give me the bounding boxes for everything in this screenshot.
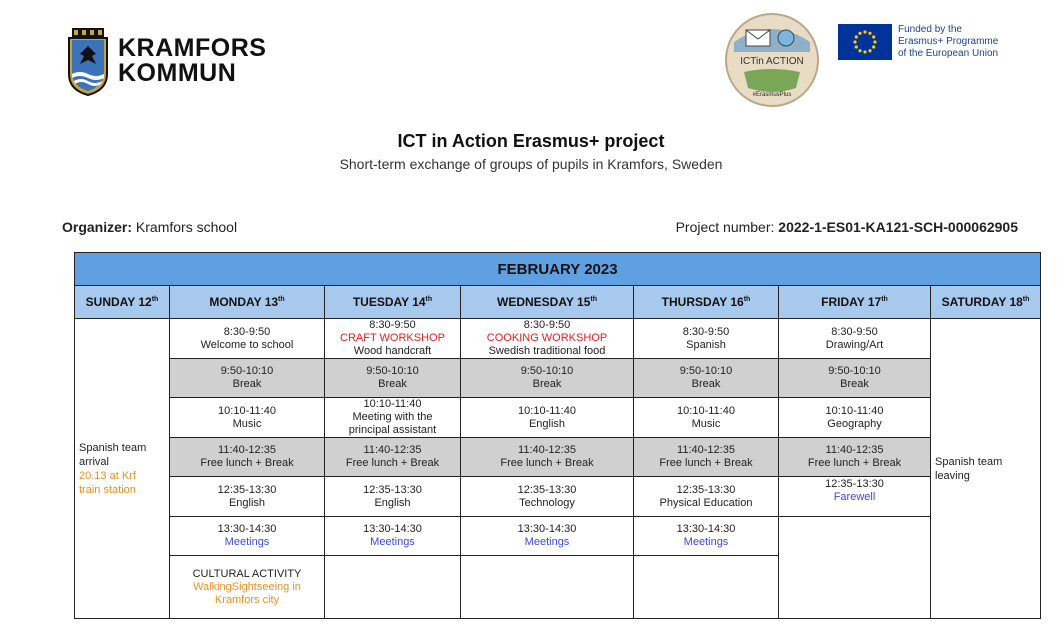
page-subtitle: Short-term exchange of groups of pupils in Kramfors, Sweden — [339, 156, 723, 172]
saturday-line2: leaving — [935, 469, 970, 482]
kramfors-logo — [66, 26, 266, 96]
slot-thu-1: 8:30-9:50 Spanish — [634, 319, 779, 359]
day-header-saturday: SATURDAY 18th — [931, 286, 1041, 319]
day-header-friday: FRIDAY 17th — [779, 286, 931, 319]
organizer-label: Organizer: — [62, 219, 133, 235]
slot-wed-2: 9:50-10:10 Break — [461, 359, 634, 398]
page-title: ICT in Action Erasmus+ project — [397, 131, 665, 151]
eu-funding-block — [838, 24, 998, 60]
day-header-tuesday: TUESDAY 14th — [325, 286, 461, 319]
slot-thu-6: 13:30-14:30 Meetings — [634, 517, 779, 556]
day-header-wednesday: WEDNESDAY 15th — [461, 286, 634, 319]
slot-thu-2: 9:50-10:10 Break — [634, 359, 779, 398]
slot-fri-1: 8:30-9:50 Drawing/Art — [779, 319, 931, 359]
schedule-table — [74, 252, 1041, 619]
slot-fri-4: 11:40-12:35 Free lunch + Break — [779, 438, 931, 477]
slot-tue-3: 10:10-11:40 Meeting with the principal assistant — [325, 398, 461, 438]
slot-thu-4: 11:40-12:35 Free lunch + Break — [634, 438, 779, 477]
slot-wed-empty — [461, 556, 634, 619]
slot-thu-5: 12:35-13:30 Physical Education — [634, 477, 779, 517]
slot-mon-4: 11:40-12:35 Free lunch + Break — [170, 438, 325, 477]
slot-mon-6: 13:30-14:30 Meetings — [170, 517, 325, 556]
project-label: Project number: — [675, 219, 775, 235]
kommun-line2: KOMMUN — [118, 59, 237, 87]
sunday-line4: train station — [79, 483, 136, 496]
slot-wed-6: 13:30-14:30 Meetings — [461, 517, 634, 556]
eu-text-line3: of the European Union — [898, 48, 999, 59]
slot-fri-empty — [779, 517, 931, 619]
eu-text-line2: Erasmus+ Programme — [898, 36, 999, 47]
slot-tue-1: 8:30-9:50 CRAFT WORKSHOP Wood handcraft — [325, 319, 461, 359]
slot-tue-5: 12:35-13:30 English — [325, 477, 461, 517]
slot-wed-4: 11:40-12:35 Free lunch + Break — [461, 438, 634, 477]
slot-fri-5: 12:35-13:30 Farewell — [779, 477, 931, 517]
eu-flag-icon — [838, 24, 892, 60]
kommun-line1: KRAMFORS — [118, 34, 267, 62]
sunday-line2: arrival — [79, 455, 109, 468]
slot-tue-2: 9:50-10:10 Break — [325, 359, 461, 398]
ict-logo-hashtag: #ErasmusPlus — [752, 92, 792, 98]
month-header: FEBRUARY 2023 — [75, 253, 1041, 286]
project-value: 2022-1-ES01-KA121-SCH-000062905 — [778, 219, 1018, 235]
slot-wed-3: 10:10-11:40 English — [461, 398, 634, 438]
eu-text-line1: Funded by the — [898, 24, 962, 35]
slot-tue-empty — [325, 556, 461, 619]
saturday-line1: Spanish team — [935, 455, 1003, 468]
slot-mon-7: CULTURAL ACTIVITY WalkingSightseeing in Kramfors city — [170, 556, 325, 619]
organizer-line — [62, 219, 237, 235]
slot-tue-6: 13:30-14:30 Meetings — [325, 517, 461, 556]
organizer-value: Kramfors school — [135, 219, 238, 235]
slot-wed-5: 12:35-13:30 Technology — [461, 477, 634, 517]
slot-thu-3: 10:10-11:40 Music — [634, 398, 779, 438]
slot-mon-3: 10:10-11:40 Music — [170, 398, 325, 438]
day-header-sunday: SUNDAY 12th — [75, 286, 170, 319]
slot-wed-1: 8:30-9:50 COOKING WORKSHOP Swedish traditional food — [461, 319, 634, 359]
sunday-line3: 20.13 at Krf — [79, 469, 136, 482]
slot-tue-4: 11:40-12:35 Free lunch + Break — [325, 438, 461, 477]
slot-thu-empty — [634, 556, 779, 619]
day-header-monday: MONDAY 13th — [170, 286, 325, 319]
ict-logo-text: ICTin ACTION — [740, 56, 804, 67]
slot-mon-5: 12:35-13:30 English — [170, 477, 325, 517]
slot-mon-1: 8:30-9:50 Welcome to school — [170, 319, 325, 359]
sunday-cell — [75, 319, 170, 619]
saturday-cell — [931, 319, 1041, 619]
ict-in-action-logo — [724, 12, 820, 108]
slot-fri-2: 9:50-10:10 Break — [779, 359, 931, 398]
project-number-line — [676, 219, 1018, 235]
kramfors-crest-icon — [66, 26, 110, 96]
slot-mon-2: 9:50-10:10 Break — [170, 359, 325, 398]
slot-fri-3: 10:10-11:40 Geography — [779, 398, 931, 438]
sunday-line1: Spanish team — [79, 441, 147, 454]
day-header-thursday: THURSDAY 16th — [634, 286, 779, 319]
